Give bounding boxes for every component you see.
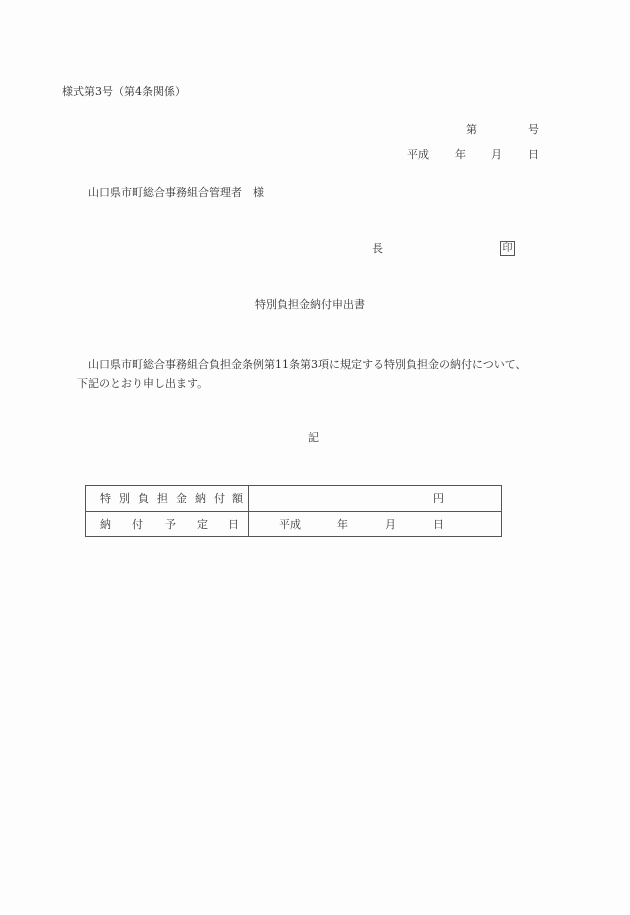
amount-value-cell[interactable]: [249, 486, 501, 511]
label-char: 担: [157, 492, 168, 505]
body-line-2: 下記のとおり申し出ます。: [77, 377, 209, 390]
date-year: 年: [455, 148, 466, 161]
label-char: 負: [138, 492, 149, 505]
body-line-1: 山口県市町総合事務組合負担金条例第11条第3項に規定する特別負担金の納付について、: [88, 358, 527, 371]
yen-unit: 円: [433, 492, 444, 505]
label-cell-amount: [86, 486, 248, 511]
due-date-value-cell[interactable]: [249, 512, 501, 537]
label-char: 別: [119, 492, 130, 505]
label-char: 特: [100, 492, 111, 505]
date-era: 平成: [407, 148, 429, 161]
seal-stamp-box: [500, 241, 515, 256]
label-cell-due-date: [86, 512, 248, 537]
reference-dai: 第: [466, 123, 477, 136]
due-day: 日: [433, 518, 444, 531]
label-char: 金: [176, 492, 187, 505]
sender-title: 長: [372, 242, 383, 255]
table-row-amount: [86, 486, 501, 512]
label-char: 納: [100, 518, 111, 531]
payment-table: [85, 485, 502, 537]
due-era: 平成: [279, 518, 301, 531]
date-month: 月: [491, 148, 502, 161]
form-number: 様式第3号（第4条関係）: [62, 85, 186, 98]
document-title: 特別負担金納付申出書: [255, 298, 365, 311]
ki-heading: 記: [308, 431, 319, 444]
label-char: 予: [165, 518, 176, 531]
table-row-due-date: [86, 512, 501, 537]
addressee: 山口県市町総合事務組合管理者 様: [88, 186, 264, 199]
label-char: 定: [197, 518, 208, 531]
label-char: 付: [132, 518, 143, 531]
seal-label: 印: [502, 243, 513, 254]
reference-go: 号: [528, 123, 539, 136]
body-paragraph: [77, 355, 557, 393]
due-month: 月: [385, 518, 396, 531]
label-char: 日: [228, 518, 239, 531]
label-char: 納: [195, 492, 206, 505]
date-day: 日: [528, 148, 539, 161]
label-char: 額: [232, 492, 243, 505]
label-char: 付: [214, 492, 225, 505]
due-year: 年: [337, 518, 348, 531]
